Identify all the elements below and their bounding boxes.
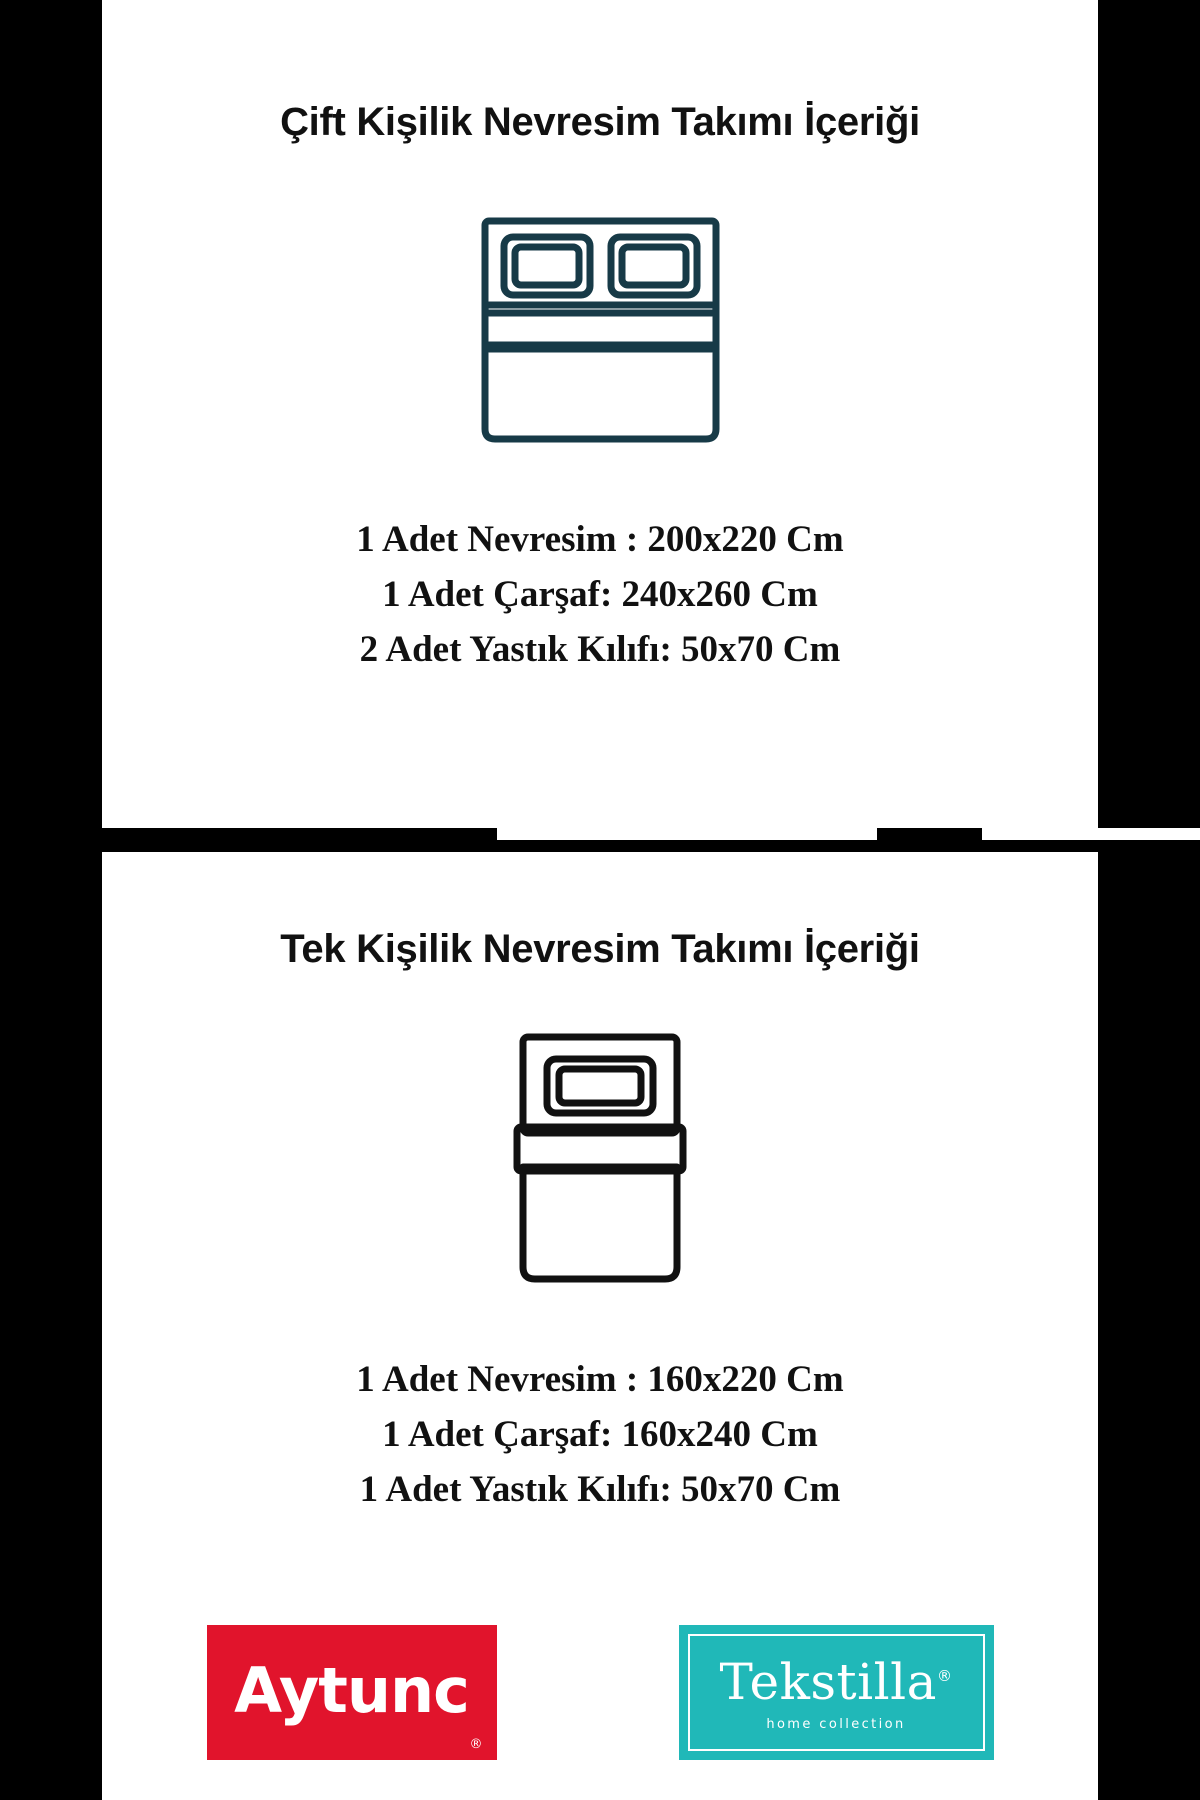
- single-bed-icon: [510, 1027, 690, 1295]
- tekstilla-logo: [679, 1625, 994, 1760]
- panel-divider: [102, 828, 1098, 852]
- aytunc-registered-mark: ®: [469, 1737, 483, 1752]
- single-bed-panel-title: Tek Kişilik Nevresim Takımı İçeriği: [280, 927, 920, 971]
- spec-line: 1 Adet Nevresim : 160x220 Cm: [356, 1359, 844, 1400]
- double-bed-panel-title: Çift Kişilik Nevresim Takımı İçeriği: [280, 100, 920, 144]
- spec-line: 1 Adet Çarşaf: 160x240 Cm: [382, 1413, 818, 1455]
- aytunc-logo-text: Aytunc: [234, 1653, 469, 1727]
- spec-line: 1 Adet Çarşaf: 240x260 Cm: [382, 573, 818, 615]
- double-bed-icon-wrapper: [102, 207, 1098, 447]
- aytunc-logo: [207, 1625, 497, 1760]
- tekstilla-logo-tagline: home collection: [766, 1717, 906, 1732]
- divider-notch-right: [982, 828, 1200, 840]
- tekstilla-registered-mark: ®: [936, 1667, 953, 1686]
- single-bed-icon-wrapper: [102, 1027, 1098, 1295]
- double-bed-icon: [478, 207, 723, 447]
- spec-line: 1 Adet Yastık Kılıfı: 50x70 Cm: [359, 1468, 841, 1510]
- double-bed-panel: [102, 0, 1098, 828]
- spec-line: 1 Adet Nevresim : 200x220 Cm: [356, 519, 844, 560]
- divider-notch-left: [497, 828, 877, 840]
- single-bed-spec-list: [102, 1353, 1098, 1517]
- spec-line: 2 Adet Yastık Kılıfı: 50x70 Cm: [359, 628, 841, 670]
- logo-row: [102, 1625, 1098, 1760]
- tekstilla-logo-wordmark: Tekstilla: [719, 1653, 937, 1711]
- double-bed-spec-list: [102, 513, 1098, 677]
- tekstilla-logo-text: [719, 1653, 953, 1711]
